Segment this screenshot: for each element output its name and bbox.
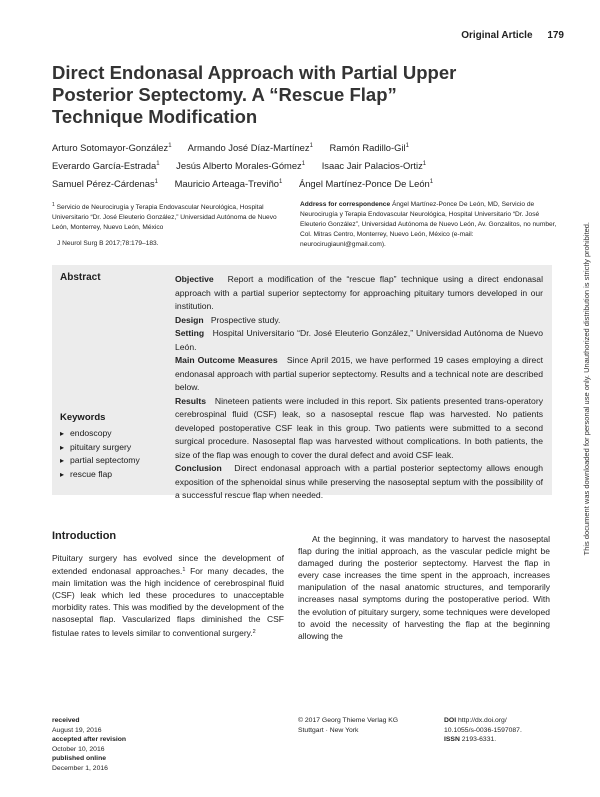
author: Everardo García-Estrada$^1$ [52,160,160,171]
abstract-heading: Abstract [60,272,101,283]
doi-info: DOI http://dx.doi.org/ 10.1055/s-0036-1597087. ISSN 2193-6331. [444,717,522,744]
author: Mauricio Arteaga-Treviño$^1$ [174,178,283,189]
download-notice: This document was downloaded for personal use only. Unauthorized distribution is strictly prohibited. [582,222,591,556]
author: Isaac Jair Palacios-Ortiz$^1$ [321,160,427,171]
keyword-item: ▸ endoscopy [60,427,140,441]
correspondence-address: Address for correspondence Ángel Martínez-Ponce De León, MD, Servicio de Neurocirugía y Terapia Endovascular Neurológica, Hospital Universitario “Dr. José Eleuterio González”, Universidad Autónoma de Nuevo León, Av. Gonzalitos, no number, Col. Mitras Centro, Monterrey, Nuevo León, México (e-mail: neurocirugiaunl@gmail.com). [300,201,557,248]
article-history: received August 19, 2016 accepted after revision October 10, 2016 published online December 1, 2016 [52,717,127,772]
keywords-heading: Keywords [60,412,106,423]
page-number: 179 [547,30,564,41]
author: Ángel Martínez-Ponce De León$^1$ [298,178,434,189]
keyword-item: ▸ partial septectomy [60,454,140,468]
introduction-paragraph-right: At the beginning, it was mandatory to harvest the nasoseptal flap during the initial approach, as the vascular pedicle might be damaged during the posterior septectomy. Harvest the flap in every case increases the time spent in the approach, increases manipulation of the nasal anatomic structures, and temporarily increases nasal symptoms during the postoperative period. With the evolution of pituitary surgery, some techniques were developed to avoid the necessity of harvesting the flap at the beginning allowing the [298,534,550,641]
running-header [449,30,564,41]
publisher-info: © 2017 Georg Thieme Verlag KG Stuttgart · New York [298,717,399,734]
introduction-paragraph-left: Pituitary surgery has evolved since the development of extended endonasal approaches.$^1$ For many decades, the main limitation was the high incidence of cerebrospinal fluid (CSF) leak which led these procedures to unacceptable morbidity rates. This was modified by the development of the nasoseptal flap. Vascularized flaps diminished the CSF fistulae rates to levels similar to conventional surgery.$^2$ [52,553,284,638]
keyword-item: ▸ rescue flap [60,468,140,482]
abstract-body: Objective Report a modification of the “rescue flap” technique using a direct endonasal approach with a partial superior septectomy for approaching pituitary tumors developed in our institution. Design Prospective study. Setting Hospital Universitario “Dr. José Eleuterio González,” Universidad Autónoma de Nuevo León. Main Outcome Measures Since April 2015, we have performed 19 cases employing a direct endonasal approach with partial superior septectomy. Results and a technical note are described below. Results Nineteen patients were included in this report. Six patients presented trans-operatory cerebrospinal fluid (CSF) leak, so a nasoseptal rescue flap was harvested. No patients developed postoperative CSF leak in this group. Two patients were submitted to a second surgical procedure. Nasoseptal flap was harvested without complications. In both patients, the size of the flap was enough to cover the dural defect and avoid CSF leak. Conclusion Direct endonasal approach with a partial posterior septectomy allows enough exposition of the sphenoidal sinus while preserving the nasoseptal septum with the possibility of a successful rescue flap when needed. [175,274,543,500]
keywords-list [60,427,140,481]
article-title: Direct Endonasal Approach with Partial Upper Posterior Septectomy. A “Rescue Flap” Technique Modification [52,62,457,127]
author: Ramón Radillo-Gil$^1$ [329,142,409,153]
introduction-heading: Introduction [52,530,117,542]
author: Arturo Sotomayor-González$^1$ [52,142,172,153]
journal-citation: J Neurol Surg B 2017;78:179–183. [57,240,159,247]
author: Armando José Díaz-Martínez$^1$ [187,142,313,153]
author: Jesús Alberto Morales-Gómez$^1$ [176,160,306,171]
section-label: Original Article [461,30,533,41]
keyword-item: ▸ pituitary surgery [60,441,140,455]
affiliation: $^1$ Servicio de Neurocirugía y Terapia Endovascular Neurológica, Hospital Universitario “Dr. José Eleuterio González,” Universidad Autónoma de Nuevo León, Monterrey, Nuevo León, México [52,202,277,231]
author: Samuel Pérez-Cárdenas$^1$ [52,178,158,189]
author-list [52,138,522,192]
